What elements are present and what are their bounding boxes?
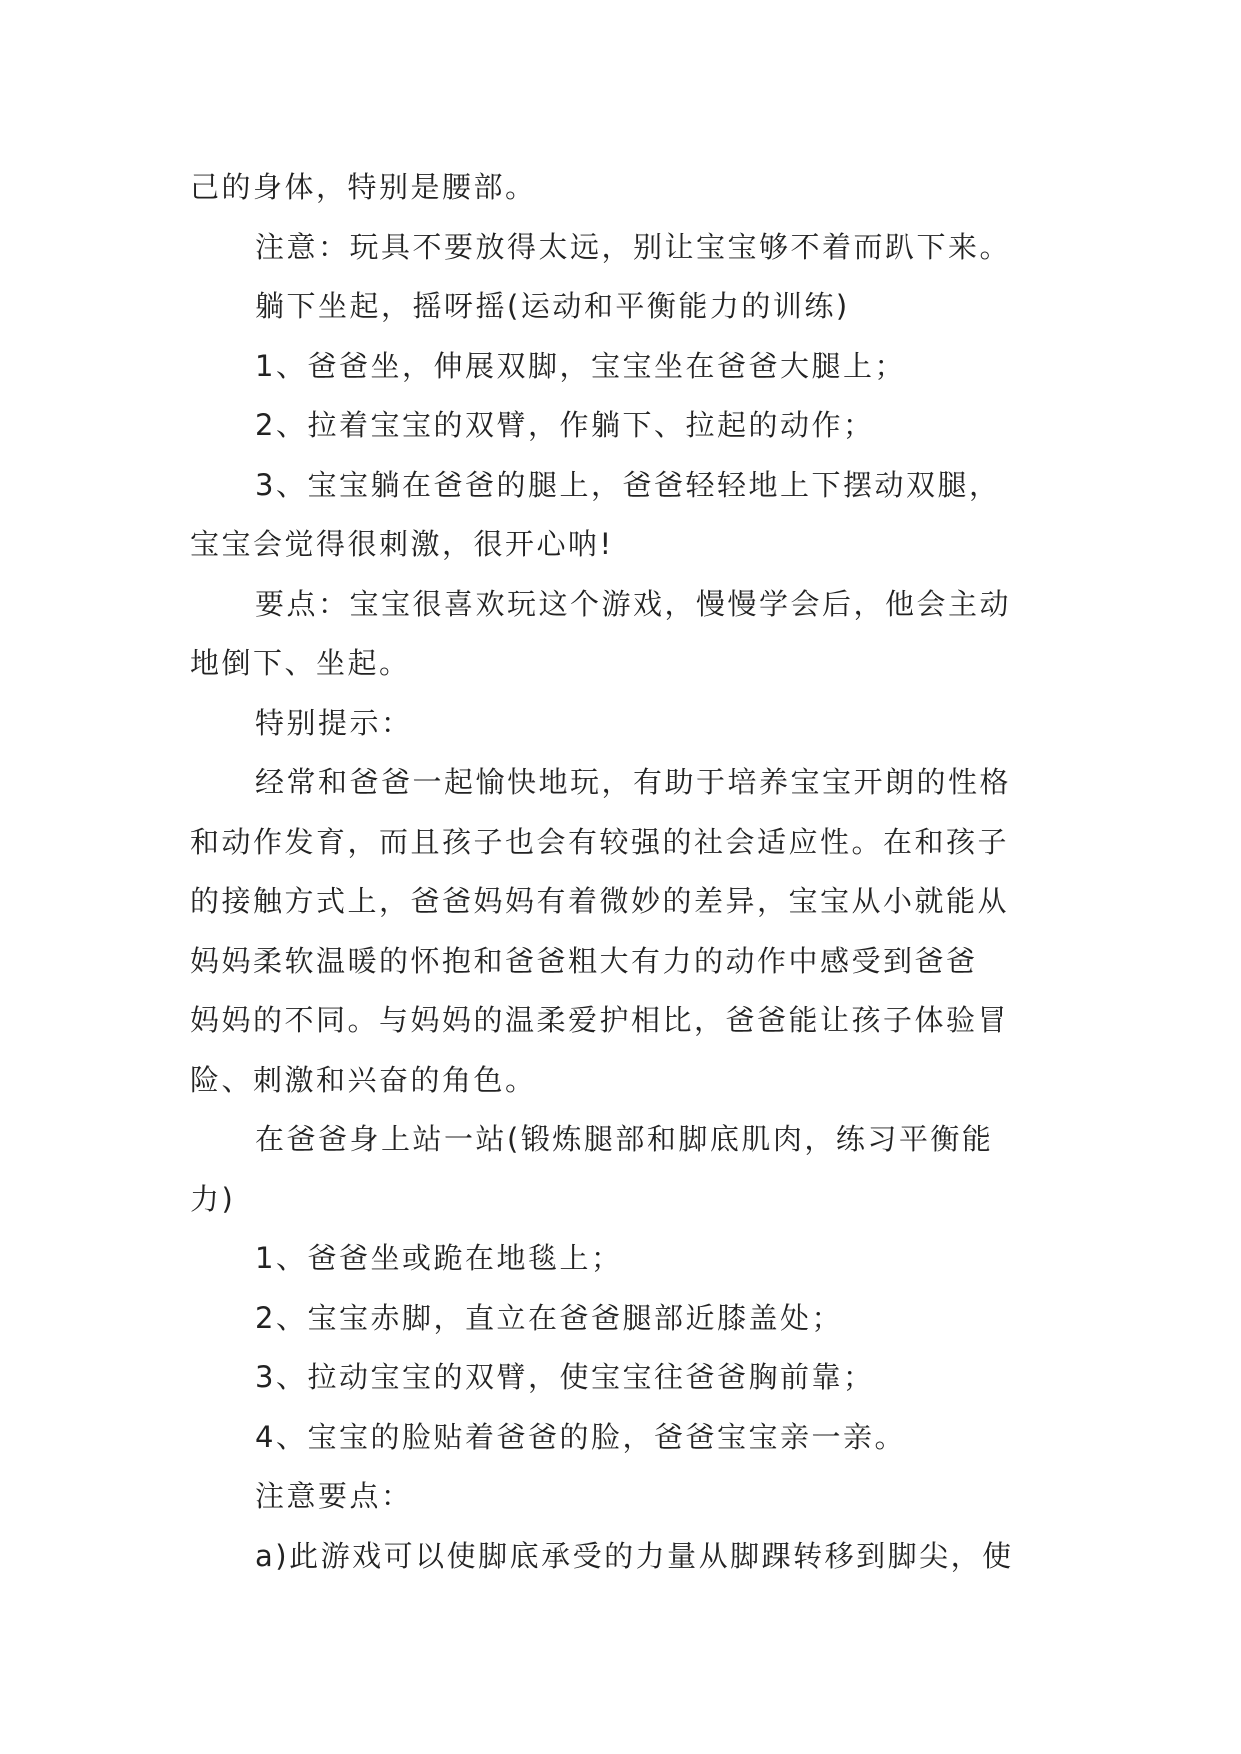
- paragraph-line: 3、宝宝躺在爸爸的腿上，爸爸轻轻地上下摆动双腿，: [255, 467, 1001, 502]
- document-body: [190, 158, 1070, 1586]
- paragraph-line: 2、拉着宝宝的双臂，作躺下、拉起的动作；: [255, 408, 875, 442]
- paragraph-line: a)此游戏可以使脚底承受的力量从脚踝转移到脚尖，使: [255, 1538, 1014, 1573]
- paragraph-line: 要点：宝宝很喜欢玩这个游戏，慢慢学会后，他会主动: [255, 586, 1012, 621]
- paragraph-continuation-line: 妈妈的不同。与妈妈的温柔爱护相比，爸爸能让孩子体验冒: [190, 1003, 1010, 1037]
- paragraph-line: 3、拉动宝宝的双臂，使宝宝往爸爸胸前靠；: [255, 1360, 875, 1394]
- paragraph-continuation-line: 和动作发育，而且孩子也会有较强的社会适应性。在和孩子: [190, 824, 1010, 859]
- paragraph-line: 2、宝宝赤脚，直立在爸爸腿部近膝盖处；: [255, 1300, 843, 1335]
- paragraph-line: 经常和爸爸一起愉快地玩，有助于培养宝宝开朗的性格: [255, 765, 1012, 799]
- paragraph-line: 特别提示：: [255, 705, 413, 740]
- paragraph-continuation-line: 力): [190, 1181, 236, 1216]
- paragraph-line: 1、爸爸坐，伸展双脚，宝宝坐在爸爸大腿上；: [255, 348, 906, 383]
- paragraph-line: 注意要点：: [255, 1479, 413, 1513]
- paragraph-continuation-line: 地倒下、坐起。: [190, 646, 411, 680]
- paragraph-continuation-line: 妈妈柔软温暖的怀抱和爸爸粗大有力的动作中感受到爸爸: [190, 943, 978, 978]
- paragraph-line: 在爸爸身上站一站(锻炼腿部和脚底肌肉，练习平衡能: [255, 1122, 994, 1156]
- paragraph-line: 己的身体，特别是腰部。: [190, 170, 537, 204]
- paragraph-line: 4、宝宝的脸贴着爸爸的脸，爸爸宝宝亲一亲。: [255, 1419, 906, 1454]
- paragraph-continuation-line: 的接触方式上，爸爸妈妈有着微妙的差异，宝宝从小就能从: [190, 884, 1010, 918]
- paragraph-line: 1、爸爸坐或跪在地毯上；: [255, 1241, 623, 1275]
- paragraph-continuation-line: 宝宝会觉得很刺激，很开心呐!: [190, 527, 614, 561]
- paragraph-continuation-line: 险、刺激和兴奋的角色。: [190, 1062, 537, 1097]
- paragraph-line: 躺下坐起，摇呀摇(运动和平衡能力的训练): [255, 289, 850, 323]
- paragraph-line: 注意：玩具不要放得太远，别让宝宝够不着而趴下来。: [255, 229, 1012, 264]
